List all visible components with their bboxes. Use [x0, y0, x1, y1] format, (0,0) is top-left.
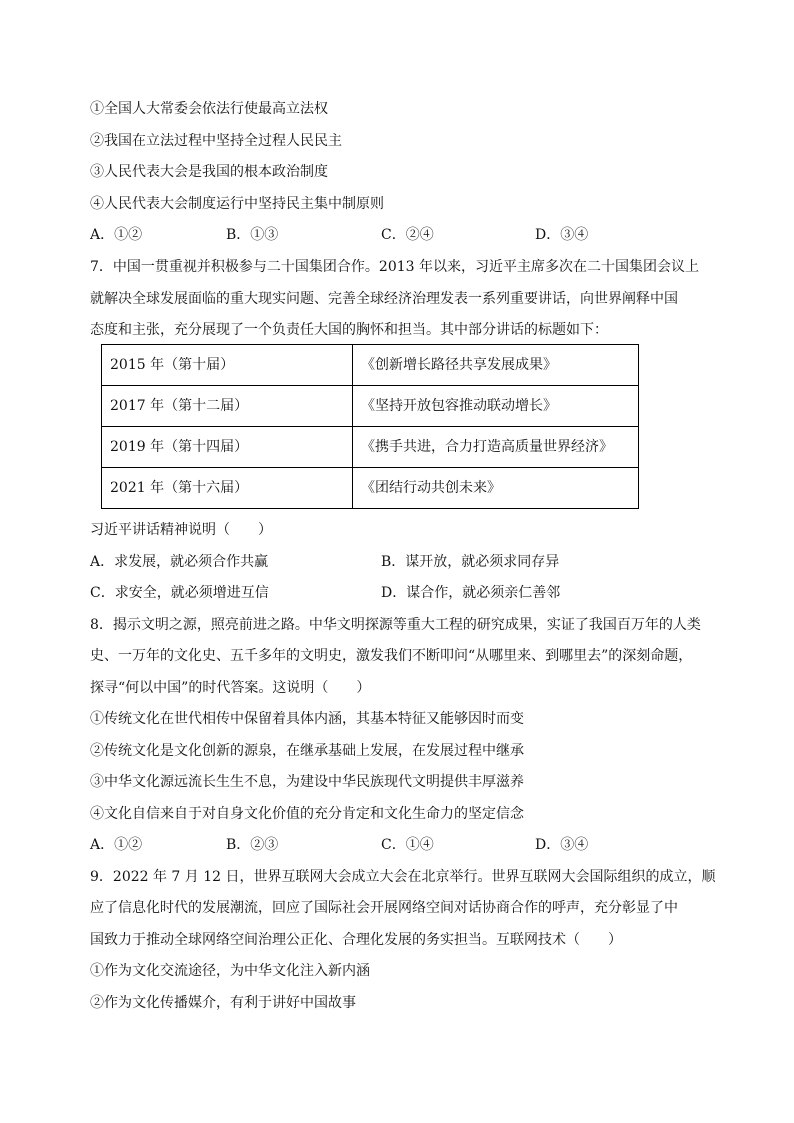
q6-statement-4: ④人民代表大会制度运行中坚持民主集中制原则	[90, 196, 384, 212]
table-row	[102, 427, 639, 468]
q7-stem-end: 习近平讲话精神说明（ ）	[90, 522, 272, 538]
table-cell-title: 《携手共进，合力打造高质量世界经济》	[353, 427, 639, 468]
table-cell-session: 2019 年（第十四届）	[102, 427, 353, 468]
table-cell-session: 2017 年（第十二届）	[102, 386, 353, 427]
q6-option-d: D．③④	[535, 227, 589, 243]
q8-stem-line-2: 史、一万年的文化史、五千多年的文明史，激发我们不断叩问“从哪里来、到哪里去”的深刻命题，	[90, 648, 693, 664]
table-cell-title: 《团结行动共创未来》	[353, 468, 639, 509]
table-cell-session: 2015 年（第十届）	[102, 345, 353, 386]
table-cell-title: 《创新增长路径共享发展成果》	[353, 345, 639, 386]
q6-option-a: A．①②	[90, 227, 143, 243]
q6-statement-2: ②我国在立法过程中坚持全过程人民民主	[90, 133, 342, 149]
q7-option-c: C．求安全，就必须增进互信	[90, 585, 269, 601]
table-row	[102, 386, 639, 427]
q8-statement-1: ①传统文化在世代相传中保留着具体内涵，其基本特征又能够因时而变	[90, 711, 524, 727]
q8-statement-3: ③中华文化源远流长生生不息，为建设中华民族现代文明提供丰厚滋养	[90, 774, 524, 790]
q9-statement-1: ①作为文化交流途径，为中华文化注入新内涵	[90, 963, 370, 979]
q6-option-c: C．②④	[381, 227, 434, 243]
q6-option-b: B．①③	[226, 227, 279, 243]
speech-title-table	[101, 344, 639, 509]
q8-statement-2: ②传统文化是文化创新的源泉，在继承基础上发展，在发展过程中继承	[90, 743, 524, 759]
q6-statement-1: ①全国人大常委会依法行使最高立法权	[90, 101, 328, 117]
q7-option-b: B．谋开放，就必须求同存异	[381, 554, 560, 570]
table-row	[102, 468, 639, 509]
q9-stem-line-1: 9．2022 年 7 月 12 日，世界互联网大会成立大会在北京举行。世界互联网大会国际组织的成立，顺	[90, 869, 716, 885]
q8-stem-line-1: 8．揭示文明之源，照亮前进之路。中华文明探源等重大工程的研究成果，实证了我国百万年的人类	[90, 617, 701, 633]
table-row	[102, 345, 639, 386]
table-cell-title: 《坚持开放包容推动联动增长》	[353, 386, 639, 427]
q8-stem-line-3: 探寻“何以中国”的时代答案。这说明（ ）	[90, 680, 371, 696]
q7-stem-line-3: 态度和主张，充分展现了一个负责任大国的胸怀和担当。其中部分讲话的标题如下：	[90, 322, 608, 338]
q7-option-d: D．谋合作，就必须亲仁善邻	[381, 585, 561, 601]
q7-stem-line-1: 7．中国一贯重视并积极参与二十国集团合作。2013 年以来，习近平主席多次在二十国集团会议上	[90, 259, 699, 275]
q8-option-d: D．③④	[535, 837, 589, 853]
q8-option-b: B．②③	[226, 837, 279, 853]
q8-statement-4: ④文化自信来自于对自身文化价值的充分肯定和文化生命力的坚定信念	[90, 806, 524, 822]
q8-option-c: C．①④	[381, 837, 434, 853]
table-cell-session: 2021 年（第十六届）	[102, 468, 353, 509]
q9-statement-2: ②作为文化传播媒介，有利于讲好中国故事	[90, 995, 356, 1011]
q7-stem-line-2: 就解决全球发展面临的重大现实问题、完善全球经济治理发表一系列重要讲话，向世界阐释中国	[90, 291, 678, 307]
q6-statement-3: ③人民代表大会是我国的根本政治制度	[90, 164, 328, 180]
q8-option-a: A．①②	[90, 837, 143, 853]
q9-stem-line-3: 国致力于推动全球网络空间治理公正化、合理化发展的务实担当。互联网技术（ ）	[90, 932, 622, 948]
q7-option-a: A．求发展，就必须合作共赢	[90, 554, 269, 570]
q9-stem-line-2: 应了信息化时代的发展潮流，回应了国际社会开展网络空间对话协商合作的呼声，充分彰显了中	[90, 900, 678, 916]
